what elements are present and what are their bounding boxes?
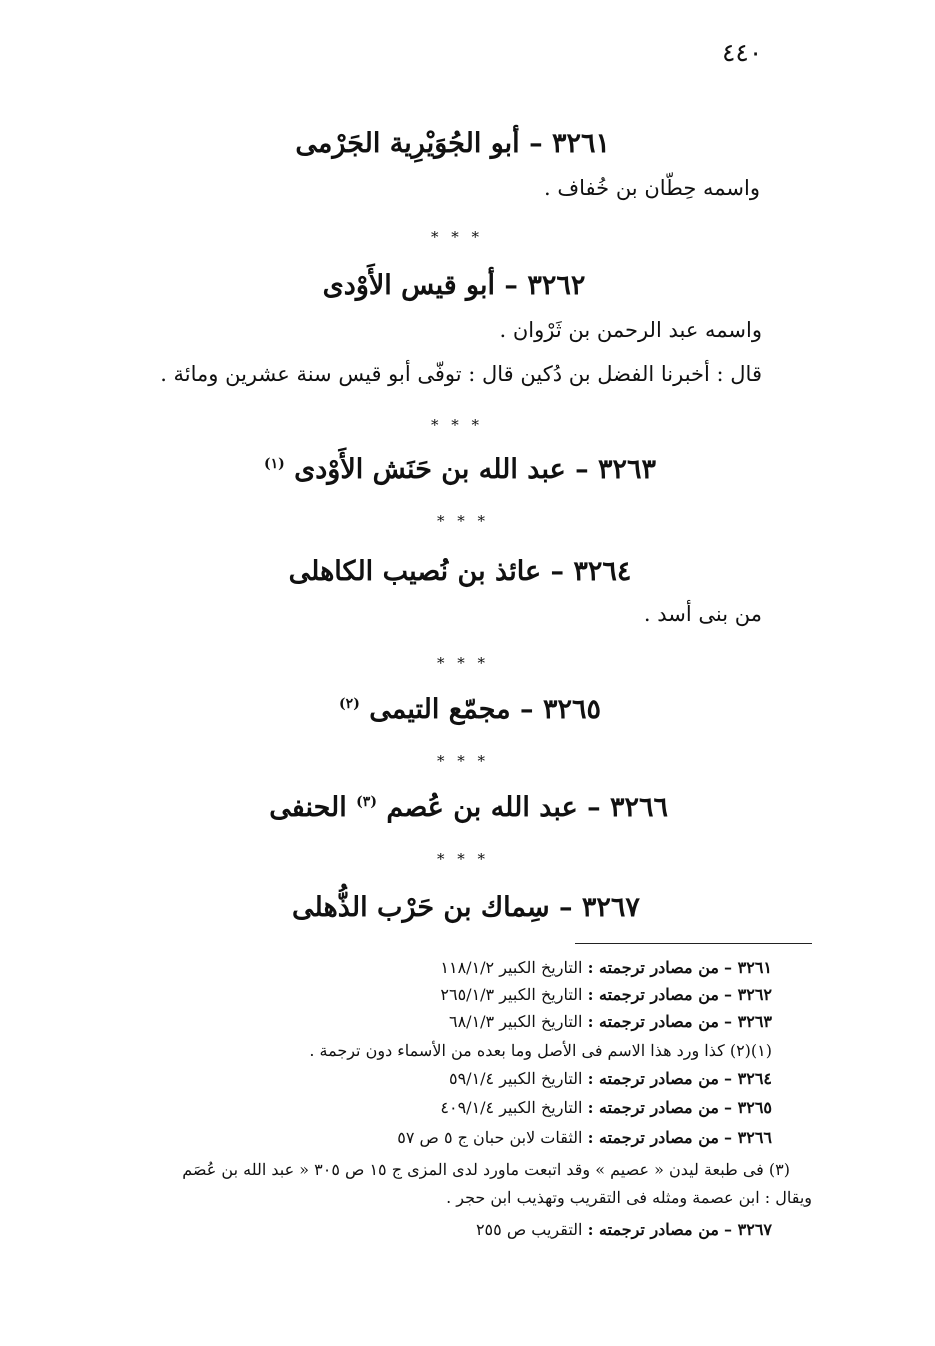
entry-heading-3264: ٣٢٦٤ – عائذ بن نُصيب الكاهلى: [288, 556, 632, 587]
footnote-source: التاريخ الكبير ١١٨/١/٢: [440, 958, 583, 977]
footnote-number: ٣٢٦٤ –: [724, 1069, 772, 1088]
entry-heading-3266: [269, 792, 668, 823]
entry-heading-3261: ٣٢٦١ – أبو الجُوَيْرِية الجَرْمى: [295, 128, 610, 159]
footnote-1-2: (١)(٢) كذا ورد هذا الاسم فى الأصل وما بعده من الأسماء دون ترجمة .: [309, 1041, 772, 1060]
entry-heading-3265: [332, 694, 608, 725]
page-number: ٤٤٠: [722, 38, 763, 67]
footnote-3267: [330, 1220, 772, 1239]
separator: * * *: [436, 752, 490, 770]
entry-heading-3263: [262, 454, 658, 485]
footnote-3-cont: ويقال : ابن عصمة ومثله فى التقريب وتهذيب ابن حجر .: [446, 1188, 812, 1207]
entry-text-3262-1: واسمه عبد الرحمن بن ثَرْوان .: [499, 318, 762, 342]
footnote-label: من مصادر ترجمته :: [587, 958, 719, 977]
entry-heading-3267: ٣٢٦٧ – سِماك بن حَرْب الذُّهلى: [292, 892, 640, 923]
footnote-number: ٣٢٦١ –: [724, 958, 772, 977]
footnote-divider: [575, 943, 812, 944]
footnote-source: التاريخ الكبير ٢٦٥/١/٣: [440, 985, 583, 1004]
separator: * * *: [430, 228, 484, 246]
footnote-3263: [290, 1012, 772, 1031]
separator: * * *: [430, 416, 484, 434]
footnote-source: الثقات لابن حبان ج ٥ ص ٥٧: [397, 1128, 583, 1147]
footnote-source: التاريخ الكبير ٥٩/١/٤: [448, 1069, 583, 1088]
footnote-number: ٣٢٦٦ –: [724, 1128, 772, 1147]
entry-text-3262-2: قال : أخبرنا الفضل بن دُكين قال : توفّى أبو قيس سنة عشرين ومائة .: [160, 362, 762, 386]
footnote-label: من مصادر ترجمته :: [587, 1128, 719, 1147]
footnote-ref-1: (١): [263, 456, 285, 472]
footnote-3265: [290, 1098, 772, 1117]
footnote-label: من مصادر ترجمته :: [587, 1069, 719, 1088]
footnote-label: من مصادر ترجمته :: [587, 1220, 719, 1239]
entry-heading-3265-text: ٣٢٦٥ – مجمّع التيمى: [369, 694, 601, 725]
entry-heading-3263-text: ٣٢٦٣ – عبد الله بن حَنَش الأَوْدى: [294, 454, 657, 485]
separator: * * *: [436, 654, 490, 672]
entry-text-3264: من بنى أسد .: [643, 602, 762, 626]
footnote-source: التاريخ الكبير ٦٨/١/٣: [448, 1012, 583, 1031]
entry-heading-3266-nisba: الحنفى: [269, 792, 347, 823]
footnote-3: (٣) فى طبعة ليدن « عصيم » وقد اتبعت ماورد لدى المزى ج ١٥ ص ٣٠٥ « عبد الله بن عُصَم: [182, 1160, 790, 1179]
footnote-number: ٣٢٦٣ –: [724, 1012, 772, 1031]
separator: * * *: [436, 850, 490, 868]
footnote-number: ٣٢٦٧ –: [724, 1220, 772, 1239]
footnote-label: من مصادر ترجمته :: [587, 985, 719, 1004]
footnote-label: من مصادر ترجمته :: [587, 1098, 719, 1117]
footnote-3261: [290, 958, 772, 977]
footnote-source: التاريخ الكبير ٤٠٩/١/٤: [440, 1098, 583, 1117]
entry-heading-3266-text: ٣٢٦٦ – عبد الله بن عُصم: [386, 792, 668, 823]
footnote-number: ٣٢٦٢ –: [724, 985, 772, 1004]
footnote-source: التقريب ص ٢٥٥: [475, 1220, 583, 1239]
footnote-ref-3: (٣): [356, 794, 377, 810]
footnote-3264: [290, 1069, 772, 1088]
footnote-label: من مصادر ترجمته :: [587, 1012, 719, 1031]
footnote-number: ٣٢٦٥ –: [724, 1098, 772, 1117]
entry-heading-3262: ٣٢٦٢ – أبو قيس الأَوْدى: [322, 270, 586, 301]
footnote-ref-2: (٢): [339, 696, 360, 712]
separator: * * *: [436, 512, 490, 530]
entry-text-3261: واسمه حِطّان بن خُفاف .: [544, 176, 760, 200]
footnote-3266: [260, 1128, 772, 1147]
footnote-3262: [290, 985, 772, 1004]
